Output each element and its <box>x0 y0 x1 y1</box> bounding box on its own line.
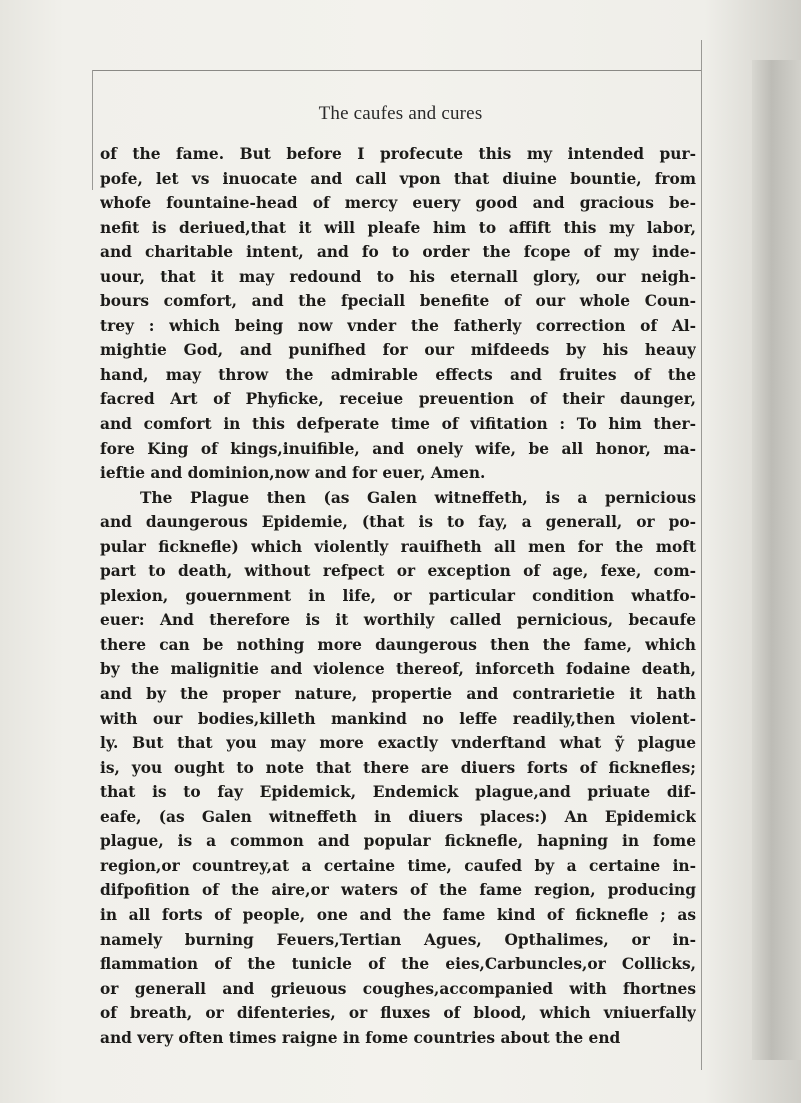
text-line: ieftie and dominion,now and for euer, Amen. <box>100 464 486 483</box>
text-line: eafe, (as Galen witneffeth in diuers places:) An Epidemick <box>100 807 696 826</box>
text-line: hand, may throw the admirable effects and fruites of the <box>100 365 696 384</box>
text-line: ly. But that you may more exactly vnderftand what ỹ plague <box>100 734 696 753</box>
text-line: that is to fay Epidemick, Endemick plague,and priuate dif- <box>100 783 696 802</box>
text-line: is, you ought to note that there are diuers forts of ficknefles; <box>100 758 696 777</box>
text-line: or generall and grieuous coughes,accompanied with fhortnes <box>100 979 696 998</box>
text-line: there can be nothing more daungerous then the fame, which <box>100 635 696 654</box>
text-line: trey : which being now vnder the fatherly correction of Al- <box>100 316 696 335</box>
text-line: of breath, or difenteries, or fluxes of blood, which vniuerfally <box>100 1004 696 1023</box>
running-head: The caufes and cures <box>318 103 483 124</box>
text-line: plexion, gouernment in life, or particular condition whatfo- <box>100 586 696 605</box>
text-line: bours comfort, and the fpeciall benefite of our whole Coun- <box>100 292 696 311</box>
text-line: and comfort in this defperate time of vifitation : To him ther- <box>100 415 696 434</box>
text-line: flammation of the tunicle of the eies,Carbuncles,or Collicks, <box>100 955 696 974</box>
body-text <box>100 142 696 1050</box>
top-border-rule <box>92 70 702 71</box>
text-line: whofe fountaine-head of mercy euery good and gracious be- <box>100 194 696 213</box>
text-line: facred Art of Phyficke, receiue preuention of their daunger, <box>100 390 696 409</box>
text-line: and very often times raigne in fome countries about the end <box>100 1028 621 1047</box>
text-line: by the malignitie and violence thereof, inforceth fodaine death, <box>100 660 696 679</box>
text-line: pofe, let vs inuocate and call vpon that diuine bountie, from <box>100 169 696 188</box>
text-line: namely burning Feuers,Tertian Agues, Opthalimes, or in- <box>100 930 696 949</box>
text-line: region,or countrey,at a certaine time, caufed by a certaine in- <box>100 856 696 875</box>
text-line: mightie God, and punifhed for our mifdeeds by his heauy <box>100 341 696 360</box>
text-line: of the fame. But before I profecute this my intended pur- <box>100 145 696 163</box>
adjacent-page-edge <box>752 60 801 1060</box>
text-line: difpofition of the aire,or waters of the fame region, producing <box>100 881 696 900</box>
text-line: in all forts of people, one and the fame kind of ficknefle ; as <box>100 905 696 924</box>
text-line: euer: And therefore is it worthily called pernicious, becaufe <box>100 611 696 630</box>
text-line: and daungerous Epidemie, (that is to fay, a generall, or po- <box>100 513 696 532</box>
text-line: The Plague then (as Galen witneffeth, is a pernicious <box>140 488 696 507</box>
left-border-rule <box>92 70 93 190</box>
text-line: and charitable intent, and fo to order the fcope of my inde- <box>100 243 696 262</box>
text-line: fore King of kings,inuifible, and onely wife, be all honor, ma- <box>100 439 696 458</box>
text-line: and by the proper nature, propertie and contrarietie it hath <box>100 685 696 704</box>
text-line: nefit is deriued,that it will pleafe him to affift this my labor, <box>100 218 696 237</box>
text-line: plague, is a common and popular ficknefle, hapning in fome <box>100 832 696 851</box>
text-line: uour, that it may redound to his eternall glory, our neigh- <box>100 267 696 286</box>
text-line: pular ficknefle) which violently rauifheth all men for the moft <box>100 537 696 556</box>
text-line: with our bodies,killeth mankind no leffe readily,then violent- <box>100 709 696 728</box>
text-line: part to death, without refpect or exception of age, fexe, com- <box>100 562 696 581</box>
right-border-rule <box>701 40 702 1070</box>
